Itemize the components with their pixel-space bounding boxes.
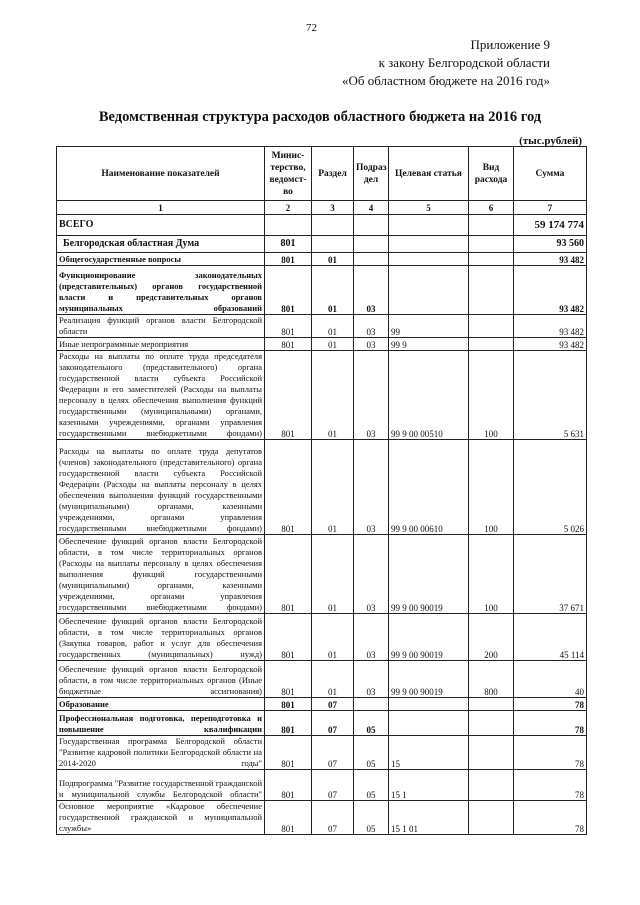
table-row [57, 801, 587, 835]
cell-name: Подпрограмма "Развитие государственной гражданской и муниципальной службы Белгородской области" [57, 770, 265, 801]
table-row [57, 266, 587, 315]
units-label: (тыс.рублей) [519, 135, 582, 147]
table-row [57, 351, 587, 440]
cell-section: 07 [312, 801, 354, 835]
cell-ministry: 801 [265, 661, 312, 698]
cell-ministry: 801 [265, 698, 312, 711]
cell-kind: 200 [469, 614, 514, 661]
cell-section: 01 [312, 351, 354, 440]
cell-sum: 93 482 [514, 338, 587, 351]
cell-section: 01 [312, 535, 354, 614]
cell-section: 07 [312, 698, 354, 711]
cell-section: 01 [312, 661, 354, 698]
cell-sum: 93 482 [514, 253, 587, 266]
col-num: 6 [469, 201, 514, 215]
cell-kind: 100 [469, 535, 514, 614]
cell-target: 15 1 01 [389, 801, 469, 835]
cell-target: 99 9 [389, 338, 469, 351]
cell-ministry: 801 [265, 266, 312, 315]
cell-sum: 37 671 [514, 535, 587, 614]
table-row [57, 315, 587, 338]
cell-subsection: 05 [354, 736, 389, 770]
cell-sum: 5 631 [514, 351, 587, 440]
cell-kind [469, 338, 514, 351]
cell-ministry: 801 [265, 253, 312, 266]
cell-name: Расходы на выплаты по оплате труда депутатов (членов) законодательного (представительного) органа государственной власти субъекта Российской Федерации (Расходы на выплаты персоналу в целях обеспечения выполнения функций государственными (муниципальными) органами, казенными учреждениями, органами управления государственными внебюджетными фондами) [57, 440, 265, 535]
header-kind: Вид расхода [469, 147, 514, 201]
cell-section: 01 [312, 440, 354, 535]
cell-subsection: 05 [354, 770, 389, 801]
cell-subsection [354, 253, 389, 266]
cell-ministry: 801 [265, 535, 312, 614]
cell-section: 01 [312, 253, 354, 266]
cell-name: Расходы на выплаты по оплате труда председателя законодательного (представительного) органа государственной власти субъекта Российской Федерации и его заместителей (Расходы на выплаты персоналу в целях обеспечения выполнения функций государственными (муниципальными) органами, казенными учреждениями, органами управления государственными внебюджетными фондами) [57, 351, 265, 440]
total-sum: 59 174 774 [514, 215, 587, 236]
cell-name: Образование [57, 698, 265, 711]
duma-row [57, 236, 587, 253]
cell-section: 01 [312, 614, 354, 661]
cell-ministry: 801 [265, 351, 312, 440]
cell-name: Обеспечение функций органов власти Белгородской области, в том числе территориальных органов (Иные бюджетные ассигнования) [57, 661, 265, 698]
cell-target: 99 9 00 90019 [389, 614, 469, 661]
cell-kind [469, 801, 514, 835]
duma-label: Белгородская областная Дума [57, 236, 265, 253]
cell-kind [469, 770, 514, 801]
cell-target: 15 [389, 736, 469, 770]
table-row [57, 711, 587, 736]
appendix-line-1: Приложение 9 [470, 37, 550, 52]
cell-target: 99 9 00 00610 [389, 440, 469, 535]
header-subsection: Подраз дел [354, 147, 389, 201]
cell-name: Функционирование законодательных (представительных) органов государственной власти и представительных органов муниципальных образований [57, 266, 265, 315]
cell-target [389, 698, 469, 711]
cell-sum: 78 [514, 770, 587, 801]
cell-sum: 40 [514, 661, 587, 698]
cell-section: 01 [312, 266, 354, 315]
column-number-row [57, 201, 587, 215]
table-row [57, 253, 587, 266]
cell-target [389, 266, 469, 315]
table-row [57, 440, 587, 535]
cell-sum: 5 026 [514, 440, 587, 535]
col-num: 3 [312, 201, 354, 215]
cell-kind [469, 711, 514, 736]
table-row [57, 338, 587, 351]
cell-target: 99 [389, 315, 469, 338]
appendix-line-3: «Об областном бюджете на 2016 год» [342, 73, 550, 88]
cell-sum: 45 114 [514, 614, 587, 661]
col-num: 7 [514, 201, 587, 215]
cell-target: 99 9 00 90019 [389, 661, 469, 698]
cell-subsection: 03 [354, 315, 389, 338]
col-num: 2 [265, 201, 312, 215]
expenditure-table [56, 146, 587, 835]
header-sum: Сумма [514, 147, 587, 201]
cell-target [389, 711, 469, 736]
col-num: 1 [57, 201, 265, 215]
cell-name: Общегосударственные вопросы [57, 253, 265, 266]
cell-section: 01 [312, 315, 354, 338]
cell-name: Профессиональная подготовка, переподготовка и повышение квалификации [57, 711, 265, 736]
cell-ministry: 801 [265, 770, 312, 801]
cell-ministry: 801 [265, 315, 312, 338]
cell-ministry: 801 [265, 614, 312, 661]
cell-subsection [354, 698, 389, 711]
cell-target: 99 9 00 00510 [389, 351, 469, 440]
cell-ministry: 801 [265, 736, 312, 770]
cell-name: Реализация функций органов власти Белгородской области [57, 315, 265, 338]
cell-kind [469, 698, 514, 711]
cell-section: 07 [312, 770, 354, 801]
cell-kind: 100 [469, 351, 514, 440]
cell-subsection: 03 [354, 351, 389, 440]
cell-ministry: 801 [265, 801, 312, 835]
cell-section: 07 [312, 711, 354, 736]
cell-kind [469, 736, 514, 770]
total-label: ВСЕГО [57, 215, 265, 236]
col-num: 5 [389, 201, 469, 215]
cell-subsection: 05 [354, 711, 389, 736]
cell-kind: 100 [469, 440, 514, 535]
cell-ministry: 801 [265, 711, 312, 736]
cell-target: 99 9 00 90019 [389, 535, 469, 614]
cell-name: Обеспечение функций органов власти Белгородской области, в том числе территориальных органов (Расходы на выплаты персоналу в целях обеспечения выполнения функций государственными (муниципальными) органами, казенными учреждениями, органами управления государственными внебюджетными фондами) [57, 535, 265, 614]
cell-subsection: 03 [354, 535, 389, 614]
cell-sum: 78 [514, 698, 587, 711]
header-target: Целевая статья [389, 147, 469, 201]
header-section: Раздел [312, 147, 354, 201]
table-row [57, 535, 587, 614]
cell-subsection: 03 [354, 614, 389, 661]
total-row [57, 215, 587, 236]
duma-sum: 93 560 [514, 236, 587, 253]
page-number: 72 [306, 22, 317, 34]
cell-kind: 800 [469, 661, 514, 698]
cell-name: Иные непрограммные мероприятия [57, 338, 265, 351]
table-row [57, 661, 587, 698]
cell-kind [469, 266, 514, 315]
table-row [57, 614, 587, 661]
table-row [57, 736, 587, 770]
cell-subsection: 03 [354, 661, 389, 698]
cell-name: Основное мероприятие «Кадровое обеспечение государственной гражданской и муниципальной службы» [57, 801, 265, 835]
cell-sum: 78 [514, 801, 587, 835]
cell-sum: 78 [514, 711, 587, 736]
cell-sum: 93 482 [514, 315, 587, 338]
cell-target [389, 253, 469, 266]
cell-section: 07 [312, 736, 354, 770]
cell-target: 15 1 [389, 770, 469, 801]
appendix-line-2: к закону Белгородской области [378, 55, 550, 70]
table-row [57, 698, 587, 711]
cell-subsection: 05 [354, 801, 389, 835]
duma-ministry: 801 [265, 236, 312, 253]
table-row [57, 770, 587, 801]
cell-name: Обеспечение функций органов власти Белгородской области, в том числе территориальных органов (Закупка товаров, работ и услуг для обеспечения государственных (муниципальных) нужд) [57, 614, 265, 661]
cell-subsection: 03 [354, 338, 389, 351]
cell-section: 01 [312, 338, 354, 351]
cell-kind [469, 253, 514, 266]
header-ministry: Минис-терство, ведомст-во [265, 147, 312, 201]
header-name: Наименование показателей [57, 147, 265, 201]
cell-sum: 93 482 [514, 266, 587, 315]
cell-sum: 78 [514, 736, 587, 770]
cell-subsection: 03 [354, 440, 389, 535]
cell-name: Государственная программа Белгородской области "Развитие кадровой политики Белгородской области на 2014-2020 годы" [57, 736, 265, 770]
cell-ministry: 801 [265, 440, 312, 535]
document-title: Ведомственная структура расходов областного бюджета на 2016 год [98, 109, 542, 125]
cell-kind [469, 315, 514, 338]
cell-subsection: 03 [354, 266, 389, 315]
col-num: 4 [354, 201, 389, 215]
cell-ministry: 801 [265, 338, 312, 351]
